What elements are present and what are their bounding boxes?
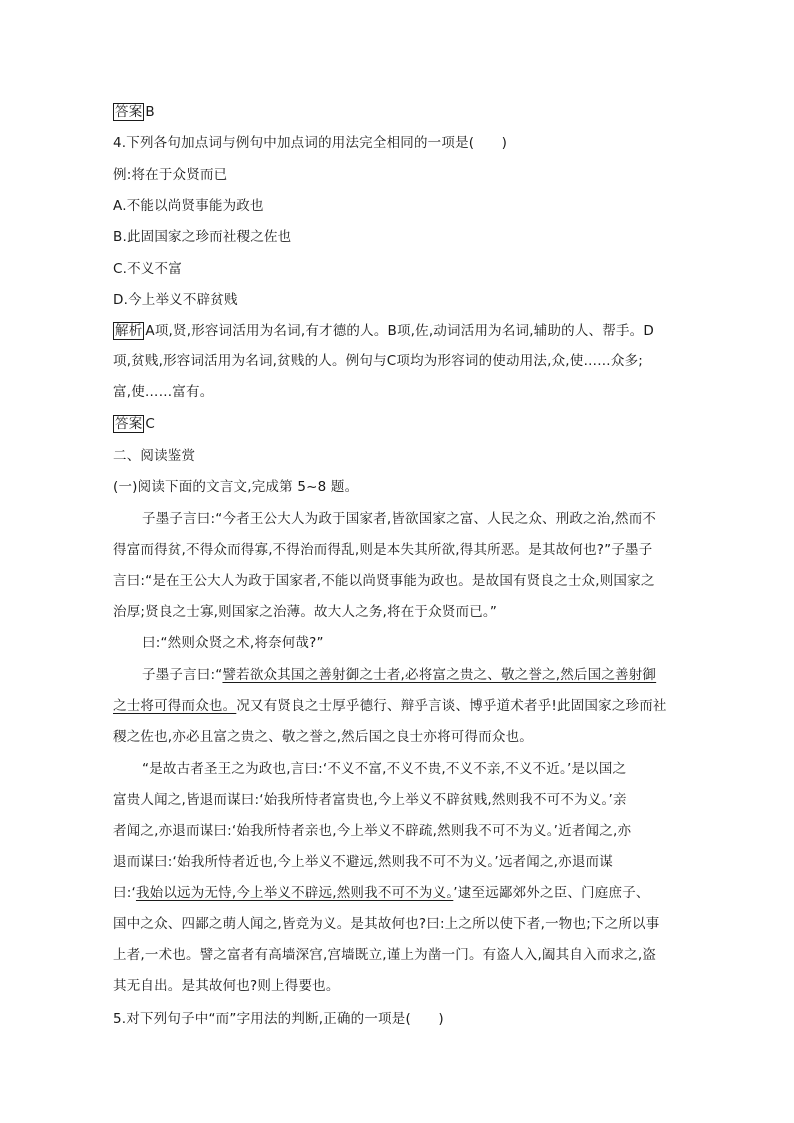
q4-option-b: B.此固国家之珍而社稷之佐也 <box>113 229 292 245</box>
q4-example: 例:将在于众贤而已 <box>113 167 228 183</box>
underlined-sentence: 之士将可得而众也。 <box>113 698 237 714</box>
passage-line: 其无自出。是其故何也?则上得要也。 <box>113 978 340 994</box>
passage-line: 治厚;贤良之士寡,则国家之治薄。故大人之务,将在于众贤而已。” <box>113 604 498 620</box>
passage-line: 曰:“然则众贤之术,将奈何哉?” <box>142 635 324 651</box>
passage-line: 富贵人闻之,皆退而谋曰:‘始我所恃者富贵也,今上举义不辟贫贱,然则我不可不为义。’亲 <box>113 792 627 808</box>
passage-text: 子墨子言曰:“ <box>142 667 223 683</box>
passage-text: 曰:‘ <box>113 885 136 901</box>
q4-answer-value: C <box>145 416 156 432</box>
passage-text: ’逮至远鄙郊外之臣、门庭庶子、 <box>453 885 650 901</box>
analysis-label: 解析 <box>115 323 143 339</box>
q4-analysis-line <box>113 321 683 341</box>
section-title: 二、阅读鉴赏 <box>113 448 196 464</box>
q5-stem: 5.对下列句子中“而”字用法的判断,正确的一项是( ) <box>113 1011 444 1027</box>
passage-line: 稷之佐也,亦必且富之贵之、敬之誉之,然后国之良士亦将可得而众也。 <box>113 729 533 745</box>
passage-text: 况又有贤良之士厚乎德行、辩乎言谈、博乎道术者乎!此固国家之珍而社 <box>236 698 667 714</box>
q4-answer-line <box>113 414 683 434</box>
passage-line: 得富而得贫,不得众而得寡,不得治而得乱,则是本失其所欲,得其所恶。是其故何也?”子墨子 <box>113 542 653 558</box>
q4-stem: 4.下列各句加点词与例句中加点词的用法完全相同的一项是( ) <box>113 135 508 151</box>
passage-line: 者闻之,亦退而谋曰:‘始我所恃者亲也,今上举义不辟疏,然则我不可不为义。’近者闻之,亦 <box>113 823 632 839</box>
q3-answer-value: B <box>145 104 155 120</box>
passage-line: “是故古者圣王之为政也,言曰:‘不义不富,不义不贵,不义不亲,不义不近。’是以国之 <box>142 761 627 777</box>
q3-answer-line <box>113 102 683 122</box>
answer-label: 答案 <box>115 104 143 120</box>
answer-label: 答案 <box>115 416 143 432</box>
passage-line <box>142 665 683 685</box>
section-subtitle: (一)阅读下面的文言文,完成第 5~8 题。 <box>113 479 359 495</box>
underlined-sentence: 我始以远为无恃,今上举义不辟远,然则我不可不为义。 <box>135 885 454 901</box>
q4-option-c: C.不义不富 <box>113 261 182 277</box>
q4-analysis-text-3: 富,使……富有。 <box>113 384 214 400</box>
q4-option-a: A.不能以尚贤事能为政也 <box>113 198 264 214</box>
passage-line: 上者,一术也。譬之富者有高墙深宫,宫墙既立,谨上为凿一门。有盗人入,阖其自入而求之,盗 <box>113 947 657 963</box>
passage-line: 子墨子言曰:“今者王公大人为政于国家者,皆欲国家之富、人民之众、刑政之治,然而不 <box>142 511 657 527</box>
passage-line <box>113 696 683 716</box>
q4-analysis-text-2: 项,贫贱,形容词活用为名词,贫贱的人。例句与C项均为形容词的使动用法,众,使……众多; <box>113 353 644 369</box>
passage-line: 退而谋曰:‘始我所恃者近也,今上举义不避远,然则我不可不为义。’远者闻之,亦退而谋 <box>113 854 613 870</box>
passage-line <box>113 883 683 903</box>
passage-line: 言曰:“是在王公大人为政于国家者,不能以尚贤事能为政也。是故国有贤良之士众,则国家之 <box>113 573 655 589</box>
q4-option-d: D.今上举义不辟贫贱 <box>113 292 238 308</box>
passage-line: 国中之众、四鄙之萌人闻之,皆竞为义。是其故何也?曰:上之所以使下者,一物也;下之所以事 <box>113 916 660 932</box>
q4-analysis-text-1: A项,贤,形容词活用为名词,有才德的人。B项,佐,动词活用为名词,辅助的人、帮手。D <box>145 323 654 339</box>
underlined-sentence: 譬若欲众其国之善射御之士者,必将富之贵之、敬之誉之,然后国之善射御 <box>222 667 657 683</box>
